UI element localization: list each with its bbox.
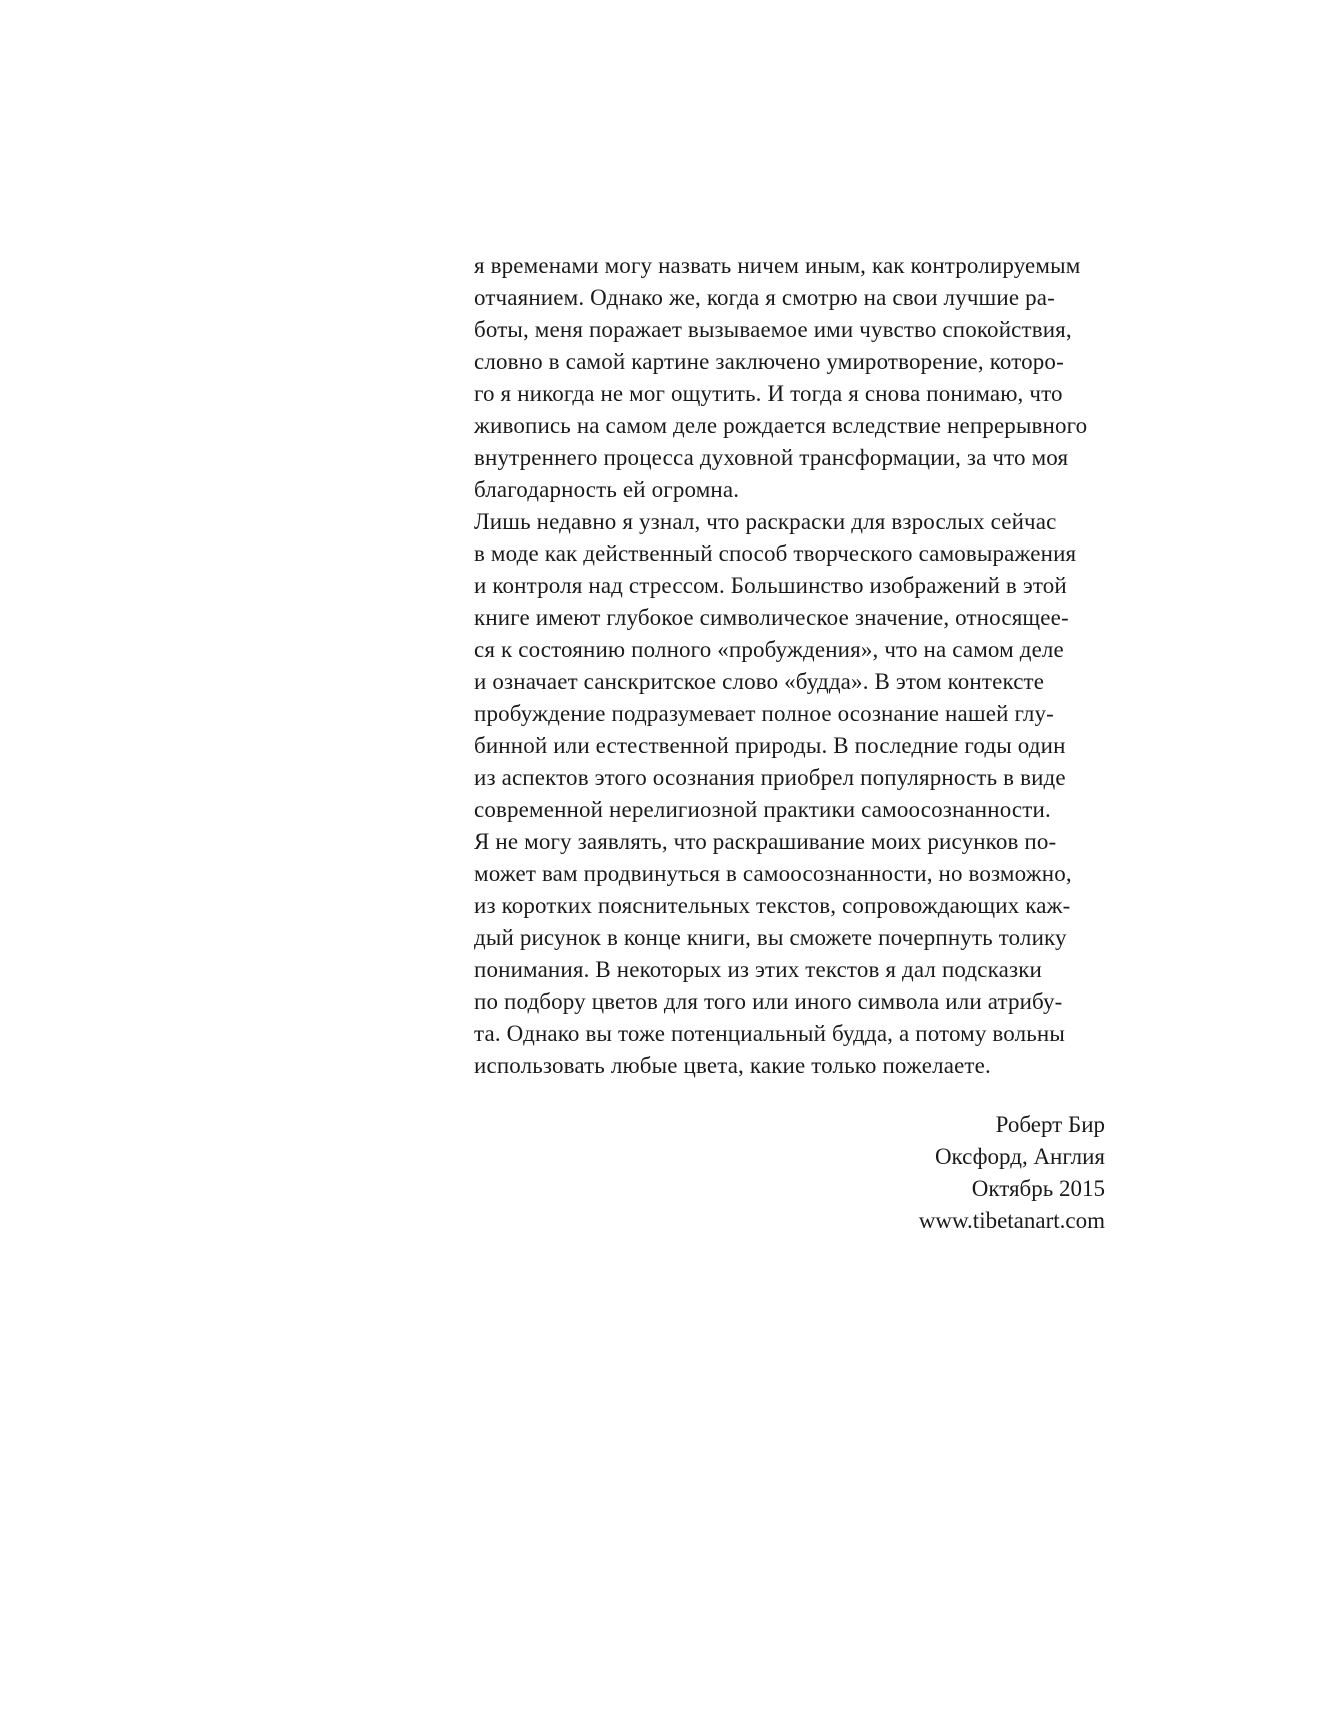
- text-line: книге имеют глубокое символическое значение, относящее-: [474, 605, 1069, 630]
- text-line: в моде как действенный способ творческого самовыражения: [474, 541, 1077, 566]
- text-line: благодарность ей огромна.: [474, 477, 740, 502]
- text-line: и контроля над стрессом. Большинство изображений в этой: [474, 573, 1067, 598]
- text-line: использовать любые цвета, какие только пожелаете.: [474, 1053, 991, 1078]
- body-text: [474, 250, 1154, 1082]
- signature-place: Оксфорд, Англия: [934, 1144, 1105, 1169]
- text-line: из коротких пояснительных текстов, сопровождающих каж-: [474, 893, 1071, 918]
- text-line: бинной или естественной природы. В последние годы один: [474, 733, 1066, 758]
- text-line: Я не могу заявлять, что раскрашивание моих рисунков по-: [474, 829, 1057, 854]
- text-line: пробуждение подразумевает полное осознание нашей глу-: [474, 701, 1054, 726]
- author-name: Роберт Бир: [995, 1112, 1105, 1137]
- text-line: живопись на самом деле рождается вследствие непрерывного: [474, 413, 1088, 438]
- signature-date: Октябрь 2015: [971, 1176, 1105, 1201]
- text-line: внутреннего процесса духовной трансформации, за что моя: [474, 445, 1069, 470]
- text-line: Лишь недавно я узнал, что раскраски для взрослых сейчас: [474, 509, 1057, 534]
- text-line: отчаянием. Однако же, когда я смотрю на свои лучшие ра-: [474, 285, 1055, 310]
- text-line: словно в самой картине заключено умиротворение, которо-: [474, 349, 1064, 374]
- text-line: дый рисунок в конце книги, вы сможете почерпнуть толику: [474, 925, 1067, 950]
- signature-block: [474, 1109, 1105, 1237]
- text-line: может вам продвинуться в самоосознанности, но возможно,: [474, 861, 1072, 886]
- text-line: современной нерелигиозной практики самоосознанности.: [474, 797, 1051, 822]
- text-line: ся к состоянию полного «пробуждения», что на самом деле: [474, 637, 1064, 662]
- text-line: я временами могу назвать ничем иным, как контролируемым: [474, 253, 1081, 278]
- text-line: боты, меня поражает вызываемое ими чувство спокойствия,: [474, 317, 1072, 342]
- text-line: из аспектов этого осознания приобрел популярность в виде: [474, 765, 1066, 790]
- text-line: понимания. В некоторых из этих текстов я дал подсказки: [474, 957, 1042, 982]
- text-line: го я никогда не мог ощутить. И тогда я снова понимаю, что: [474, 381, 1063, 406]
- website-url: www.tibetanart.com: [918, 1208, 1105, 1233]
- text-line: по подбору цветов для того или иного символа или атрибу-: [474, 989, 1063, 1014]
- text-line: и означает санскритское слово «будда». В этом контексте: [474, 669, 1045, 694]
- text-line: та. Однако вы тоже потенциальный будда, а потому вольны: [474, 1021, 1065, 1046]
